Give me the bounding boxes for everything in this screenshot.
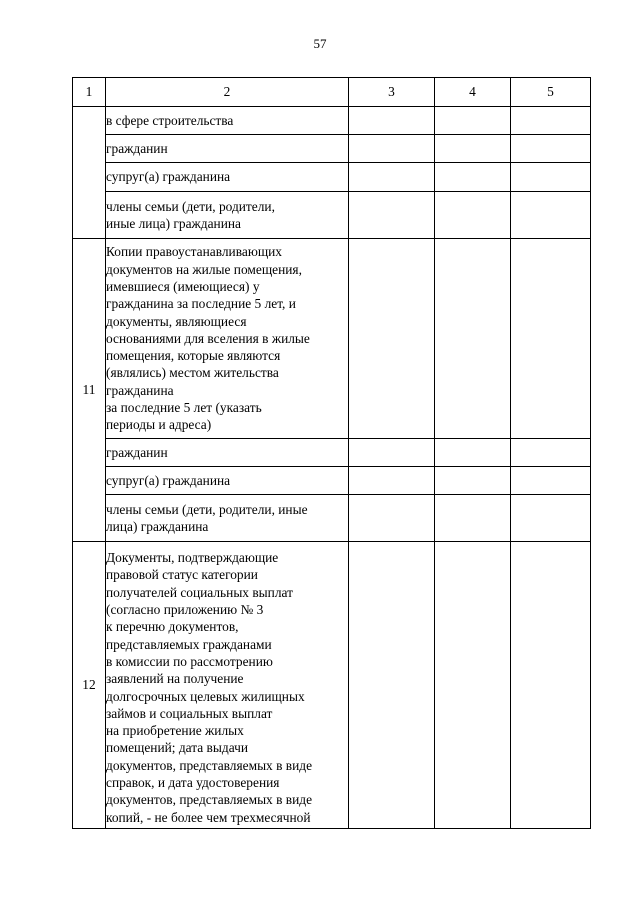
cell-col3 xyxy=(349,107,435,135)
cell-col4 xyxy=(435,135,511,163)
cell-col3 xyxy=(349,163,435,192)
cell-col3 xyxy=(349,467,435,495)
cell-col5 xyxy=(511,163,591,192)
cell-col3 xyxy=(349,135,435,163)
column-header-1: 1 xyxy=(73,78,106,107)
cell-col4 xyxy=(435,542,511,829)
row-description: гражданин xyxy=(106,439,349,467)
documents-table xyxy=(72,77,591,829)
cell-col5 xyxy=(511,467,591,495)
table-row xyxy=(73,542,591,829)
cell-col3 xyxy=(349,239,435,439)
cell-col4 xyxy=(435,107,511,135)
row-number: 12 xyxy=(73,542,106,829)
cell-col4 xyxy=(435,495,511,542)
cell-col4 xyxy=(435,239,511,439)
table-row xyxy=(73,135,591,163)
cell-col5 xyxy=(511,542,591,829)
table-row xyxy=(73,239,591,439)
column-header-3: 3 xyxy=(349,78,435,107)
row-description: члены семьи (дети, родители, иные лица) гражданина xyxy=(106,192,349,239)
cell-col4 xyxy=(435,467,511,495)
column-header-5: 5 xyxy=(511,78,591,107)
table-row xyxy=(73,495,591,542)
cell-col4 xyxy=(435,439,511,467)
column-header-2: 2 xyxy=(106,78,349,107)
table-row xyxy=(73,467,591,495)
table-row xyxy=(73,163,591,192)
table-row xyxy=(73,107,591,135)
row-description: в сфере строительства xyxy=(106,107,349,135)
row-description: гражданин xyxy=(106,135,349,163)
table-row xyxy=(73,192,591,239)
cell-col5 xyxy=(511,239,591,439)
row-description: Копии правоустанавливающих документов на жилые помещения, имевшиеся (имеющиеся) у гражданина за последние 5 лет, и документы, являющиеся основаниями для вселения в жилые помещения, которые являются (являлись) местом жительства гражданина за последние 5 лет (указать периоды и адреса) xyxy=(106,239,349,439)
row-number-cell xyxy=(73,107,106,239)
table-row xyxy=(73,439,591,467)
cell-col4 xyxy=(435,192,511,239)
cell-col5 xyxy=(511,135,591,163)
column-header-4: 4 xyxy=(435,78,511,107)
cell-col5 xyxy=(511,495,591,542)
cell-col5 xyxy=(511,439,591,467)
row-description: супруг(а) гражданина xyxy=(106,163,349,192)
cell-col3 xyxy=(349,542,435,829)
table-header-row xyxy=(73,78,591,107)
row-description: супруг(а) гражданина xyxy=(106,467,349,495)
cell-col5 xyxy=(511,107,591,135)
cell-col3 xyxy=(349,495,435,542)
row-description: члены семьи (дети, родители, иные лица) гражданина xyxy=(106,495,349,542)
cell-col4 xyxy=(435,163,511,192)
cell-col5 xyxy=(511,192,591,239)
cell-col3 xyxy=(349,192,435,239)
row-number: 11 xyxy=(73,239,106,542)
cell-col3 xyxy=(349,439,435,467)
row-description: Документы, подтверждающие правовой статус категории получателей социальных выплат (согласно приложению № 3 к перечню документов, представляемых гражданами в комиссии по рассмотрению заявлений на получение долгосрочных целевых жилищных займов и социальных выплат на приобретение жилых помещений; дата выдачи документов, представляемых в виде справок, и дата удостоверения документов, представляемых в виде копий, - не более чем трехмесячной xyxy=(106,542,349,829)
page-number: 57 xyxy=(313,36,327,51)
